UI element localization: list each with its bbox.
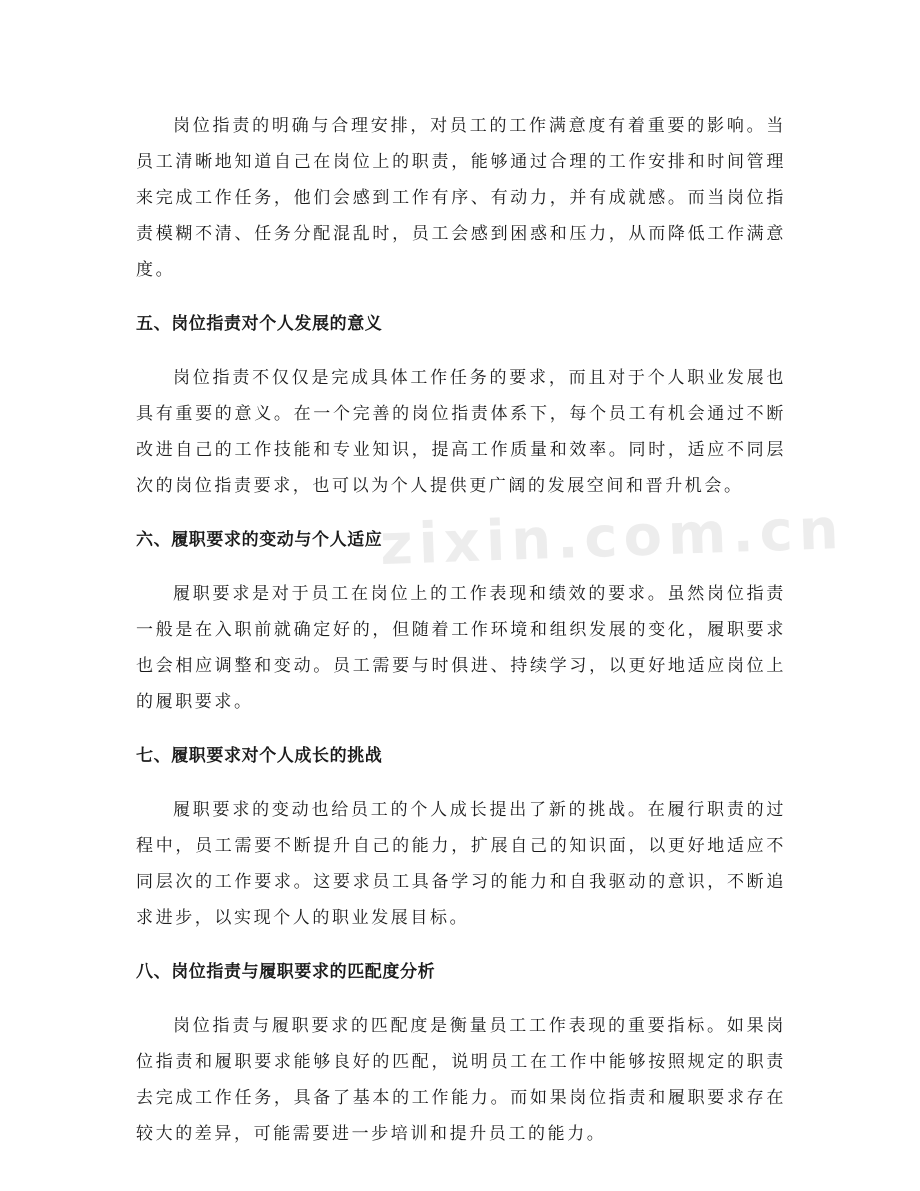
- section-heading: 七、履职要求对个人成长的挑战: [136, 746, 383, 766]
- spacer: [136, 987, 786, 1008]
- section-8: [136, 957, 786, 1152]
- spacer: [136, 720, 786, 741]
- section-7: [136, 741, 786, 936]
- spacer: [136, 504, 786, 525]
- section-heading: 八、岗位指责与履职要求的匹配度分析: [136, 962, 436, 982]
- section-paragraph: 岗位指责不仅仅是完成具体工作任务的要求，而且对于个人职业发展也具有重要的意义。在一个完善的岗位指责体系下，每个员工有机会通过不断改进自己的工作技能和专业知识，提高工作质量和效率。同时，适应不同层次的岗位指责要求，也可以为个人提供更广阔的发展空间和晋升机会。: [136, 368, 786, 496]
- section-paragraph: 履职要求是对于员工在岗位上的工作表现和绩效的要求。虽然岗位指责一般是在入职前就确定好的，但随着工作环境和组织发展的变化，履职要求也会相应调整和变动。员工需要与时俱进、持续学习，以更好地适应岗位上的履职要求。: [136, 584, 786, 712]
- section-5: [136, 309, 786, 504]
- spacer: [136, 555, 786, 576]
- document-body: [136, 108, 786, 1152]
- section-heading: 五、岗位指责对个人发展的意义: [136, 314, 383, 334]
- watermark-text: zixin.com.cn: [379, 496, 846, 579]
- spacer: [136, 339, 786, 360]
- section-heading: 六、履职要求的变动与个人适应: [136, 530, 383, 550]
- intro-paragraph: 岗位指责的明确与合理安排，对员工的工作满意度有着重要的影响。当员工清晰地知道自己在岗位上的职责，能够通过合理的工作安排和时间管理来完成工作任务，他们会感到工作有序、有动力，并有成就感。而当岗位指责模糊不清、任务分配混乱时，员工会感到困惑和压力，从而降低工作满意度。: [136, 116, 786, 280]
- spacer: [136, 936, 786, 957]
- section-paragraph: 履职要求的变动也给员工的个人成长提出了新的挑战。在履行职责的过程中，员工需要不断提升自己的能力，扩展自己的知识面，以更好地适应不同层次的工作要求。这要求员工具备学习的能力和自我驱动的意识，不断追求进步，以实现个人的职业发展目标。: [136, 800, 786, 928]
- section-6: [136, 525, 786, 720]
- spacer: [136, 771, 786, 792]
- section-paragraph: 岗位指责与履职要求的匹配度是衡量员工工作表现的重要指标。如果岗位指责和履职要求能够良好的匹配，说明员工在工作中能够按照规定的职责去完成工作任务，具备了基本的工作能力。而如果岗位指责和履职要求存在较大的差异，可能需要进一步培训和提升员工的能力。: [136, 1016, 786, 1144]
- spacer: [136, 288, 786, 309]
